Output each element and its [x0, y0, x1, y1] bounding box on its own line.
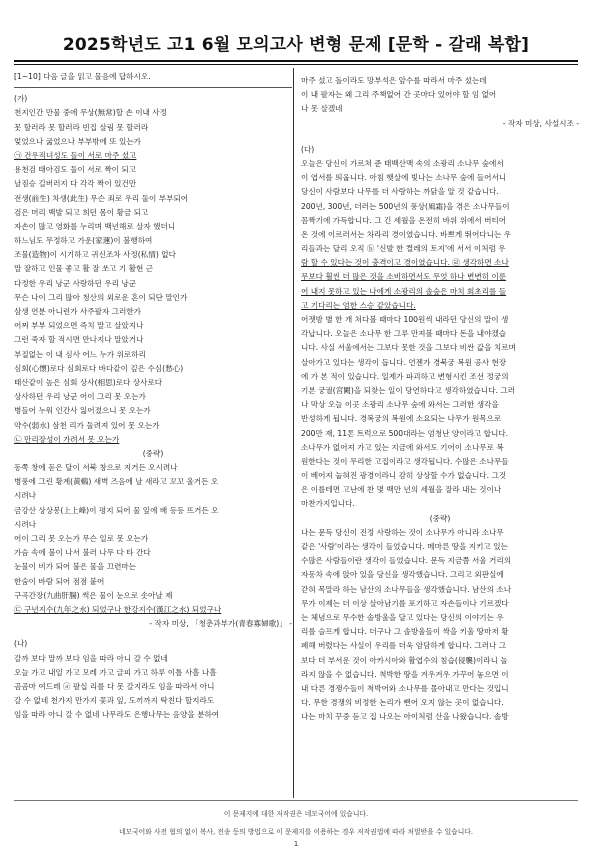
da1-line: 원한다는 것이 무리한 고집이라고 생각됩니다. 수많은 소나무들 [301, 456, 509, 466]
poem-ga-part1 [14, 106, 292, 447]
poem-na [14, 652, 292, 723]
ga1-line: 태산같이 높은 심회 상사(相思)로다 상사로다 [14, 377, 163, 387]
da1-line: 에 가 본 적이 있습니다. 일제가 파괴하고 변형시킨 조선 정궁의 [301, 371, 509, 381]
instruction-text: [1~10] 다음 글을 읽고 물음에 답하시오. [14, 72, 151, 81]
da1-line: 어젯밤 별 한 개 쳐다볼 때마다 100원씩 내라던 당신의 말이 생 [301, 315, 509, 324]
da2-line: 나는 문득 당신이 진정 사랑하는 것이 소나무가 아니라 소나무 [301, 527, 504, 537]
section-label-da: (다) [301, 144, 315, 154]
ga1-line: 용천검 태아검도 둘이 서로 짝이 되고 [14, 165, 137, 175]
ga1-line: 말 잘하고 인물 좋고 활 잘 쏘고 기 활현 근 [14, 264, 154, 274]
da2-line: 내 다른 경쟁수들이 척박어와 소나무를 몰아내고 만다는 것입니 [301, 683, 509, 693]
ga1-line: ㉠ 건우직녀성도 들이 서로 마주 섰고 [14, 150, 137, 160]
ga2-line: 동쪽 창에 돋은 달이 서북 창으로 지거든 오시려나 [14, 463, 178, 473]
da1-line: 당신이 사람보다 나무를 더 사랑하는 까닭을 알 것 같습니다. [301, 187, 499, 197]
ga1-line: 심회(心懷)로다 심회로다 바다같이 깊은 수심(愁心) [14, 363, 184, 373]
da1-line: 은 이를테면 고난에 찬 몇 백만 년의 세월을 잘라 내는 것이나 [301, 485, 502, 495]
na-line: 곰곰마 여드레 ⓐ 팔십 리를 다 못 갈지라도 임을 따라서 아니 [14, 681, 215, 691]
ga1-line: ㉡ 만리장성이 가려서 못 오는가 [14, 434, 120, 444]
da2-line: 갇혀 목말라 하는 남산의 소나무들을 생각했습니다. 남산의 소나 [301, 584, 512, 594]
da2-line: 다. 무한 경쟁의 비정한 논리가 뻔어 오지 않는 곳이 없습니다. [301, 698, 504, 708]
ga1-line: 조물(造物)이 시기하고 귀신조차 사정(私情) 없다 [14, 250, 176, 260]
section-label-na: (나) [14, 639, 28, 649]
page-title: 2025학년도 고1 6월 모의고사 변형 문제 [문학 - 갈래 복합] [62, 35, 530, 55]
da2-line: 폐해 버렸다는 사실이 우리를 더욱 암담하게 합니다. 그러나 그 [301, 641, 507, 651]
section-label-ga: (가) [14, 94, 28, 104]
poem-na-continued [301, 74, 579, 117]
da1-line: 오늘은 당신이 가르쳐 준 태백산맥 속의 소광리 소나무 숲에서 [301, 158, 504, 168]
ga1-line: 날짐승 길버러지 다 각각 짝이 있건만 [14, 179, 137, 189]
da2-line: 같은 '사람'이라는 생각이 들었습니다. 메마른 땅을 지키고 있는 [301, 542, 508, 551]
da1-line: 이 베어져 눕혀진 광경이라니 감히 상상할 수가 없습니다. 그것 [301, 471, 507, 481]
da2-line: 는 체념으로 무수한 솔방울을 달고 있다는 당신의 이야기는 우 [301, 612, 504, 622]
copyright-warning: 네모국어와 사전 협의 없이 복사, 전송 등의 방법으로 이 문제지를 이용하는 경우 저작권법에 따라 처벌받을 수 있습니다. [118, 828, 474, 836]
ga2-line: 한숨이 바람 되어 점점 붙어 [14, 576, 105, 586]
ga1-line: 하느님도 무정하고 가운(家運)이 불행하여 [14, 236, 153, 246]
da1-line: 반성하게 됩니다. 경복궁의 복원에 소요되는 나무가 원목으로 [301, 414, 502, 424]
da2-line: 자동차 속에 앉아 있을 당신을 생각했습니다. 그리고 외판실에 [301, 570, 504, 580]
right-column [301, 74, 579, 724]
da1-line: 살아가고 있다는 생각이 듭니다. 언젠가 경북궁 복원 공사 현장 [301, 357, 507, 367]
ga2-line: 가슴 속에 불이 나서 불러 나무 다 타 간다 [14, 548, 151, 558]
da2-line: 리를 슬프게 합니다. 더구나 그 솔방울들이 싹을 키울 땅마저 황 [301, 627, 509, 637]
ga1-line: 무슨 나이 그리 많아 청산의 외로운 혼이 되단 말인가 [14, 292, 188, 302]
da1-line: 어 내지 못하고 있는 나에게 소광리의 솔숲은 마치 회초리를 들 [301, 286, 507, 296]
da1-line: 이 엽서를 띄웁니다. 아침 햇살에 빛나는 소나무 숲에 들어서니 [301, 173, 507, 183]
ga2-line: ㉢ 구년지수(九年之水) 되었구나 한강지수(漢江之水) 되었구나 [14, 604, 222, 614]
da1-line: 고 기다리는 엄한 스승 같았습니다. [301, 300, 416, 310]
ga1-line: 엊었으나 굶었으나 부부밖에 또 있는가 [14, 136, 142, 146]
title-rule-thick [14, 60, 578, 62]
da1-line: 각납니다. 오늘은 소나무 한 그루 만져볼 때마다 돈을 내야겠습 [301, 329, 507, 339]
ga1-line: 천지인간 만물 중에 무상(無常)할 손 이내 사정 [14, 108, 167, 118]
ga1-line: 어찌 부부 되었으면 즉치 말고 살았지나 [14, 321, 144, 331]
da1-line: 온 것에 이르러서는 차라리 경이였습니다. 바쁘게 뛰어다니는 우 [301, 229, 512, 239]
da2-line: 보다 더 부서운 것이 아카시아와 활엽수의 침습(侵襲)이라니 놀 [301, 655, 508, 665]
poem-ga-part2 [14, 461, 292, 617]
da1-line: 소나무가 없어져 가고 있는 지금에 와서도 기어이 소나무로 복 [301, 442, 504, 452]
footer-rule [14, 800, 578, 801]
instruction-divider [14, 87, 292, 88]
ga1-line: 전생(前生) 차생(此生) 무슨 죄로 우리 둘이 부부되어 [14, 193, 189, 203]
na-line: 오늘 가고 내일 가고 모레 가고 글피 가고 하루 이틀 사흘 나흘 [14, 667, 217, 677]
ga2-line: 구곡간장(九曲肝腸) 썩은 물이 눈으로 솟아날 제 [14, 590, 173, 600]
ga2-line: 눈물이 비가 되어 불은 물을 끄련마는 [14, 562, 137, 572]
da1-line: 기본 궁궐(宮闕)을 되찾는 일이 당연하다고 생각하였습니다. 그러 [301, 385, 516, 395]
ga2-line: 금강산 상상봉(上上峰)이 평지 되어 물 잎에 배 등등 뜨거든 오 [14, 505, 219, 515]
ga1-line: 병들어 누워 인간사 잃어졌으니 못 오는가 [14, 406, 151, 416]
da1-line: 200년, 300년, 더러는 500년의 풍상(風霜)을 겪은 소나무들이 [301, 201, 510, 211]
page-number: 1 [293, 840, 299, 848]
column-divider [293, 68, 294, 798]
ga1-line: 자손이 많고 영화를 누리며 백년해로 살자 했더니 [14, 221, 176, 231]
omission-mark-da: (중략) [429, 513, 451, 523]
ga1-line: 상사하던 우리 낭군 어이 그리 못 오는가 [14, 392, 146, 402]
ga1-line: 못 할러라 못 할러라 빈집 살림 못 할러라 [14, 122, 149, 132]
ga2-line: 병풍에 그린 황계(黃鷄) 새벽 즈음에 날 새라고 꼬꼬 울거든 오 [14, 477, 219, 487]
da2-line: 라지 않을 수 없습니다. 척박한 땅을 겨우겨우 가꾸어 놓으면 이 [301, 669, 509, 679]
na2-line: 마주 섰고 돌이라도 망부석은 앞수를 따라서 마주 섰는데 [301, 76, 487, 85]
ga2-line: 어이 그리 못 오는가 무슨 일로 못 오는가 [14, 534, 149, 543]
da1-line: 무보다 훨씬 더 많은 것을 소비하면서도 무엇 하나 변변히 이룬 [301, 272, 507, 282]
essay-da-part1 [301, 157, 579, 512]
da1-line: 200만 재, 11톤 트럭으로 500대라는 엄청난 양이라고 합니다. [301, 428, 509, 438]
ga1-line: 다정한 우리 낭군 사랑하던 우리 낭군 [14, 278, 137, 288]
da1-line: 꼼짝기에 가득합니다. 그 긴 세월을 온전히 바위 위에서 버티어 [301, 215, 507, 225]
ga2-line: 시려나 [14, 491, 37, 501]
essay-da-part2 [301, 526, 579, 725]
da1-line: 마찬가지입니다. [301, 499, 355, 509]
title-rule-thin [14, 64, 578, 65]
omission-mark: (중략) [142, 448, 164, 458]
da1-line: 람 할 수 있다는 것이 충격이고 경이였습니다. ㉣ 생각하면 소나 [301, 258, 509, 268]
da1-line: 니다. 사실 서울에서는 그보다 못한 것을 그보다 비싼 값을 치르며 [301, 343, 516, 353]
left-column [14, 70, 292, 722]
na-line: 갈까 보다 말까 보다 임을 따라 아니 갈 수 없네 [14, 653, 168, 663]
ga2-line: 시려나 [14, 519, 37, 529]
da2-line: 무가 이제는 더 이상 살아남기를 포기하고 자손들이나 기르겠다 [301, 598, 509, 608]
da2-line: 수많은 사람들이란 생각이 들었습니다. 문득 지금쯤 서울 거리의 [301, 556, 512, 566]
na-line: 임을 따라 아니 갈 수 없네 나무라도 은행나무는 음양을 분하여 [14, 710, 220, 720]
ga1-line: 부질없는 이 내 심사 어느 누가 위로하리 [14, 349, 146, 359]
ga1-line: 검은 머리 백발 되고 희던 몸이 황금 되고 [14, 207, 149, 217]
attribution-ga: - 작자 미상, 「청춘과부가(青春寡婦歌)」 - [149, 619, 292, 629]
copyright-notice: 이 문제지에 대한 저작권은 네모국어에 있습니다. [223, 810, 369, 818]
da2-line: 나는 마치 꾸중 듣고 집 나오는 아이처럼 산을 나왔습니다. 솔방 [301, 712, 509, 722]
da1-line: 리들과는 달리 오직 ⓑ '신발 한 켤레의 토지'에 서서 이처럼 우 [301, 244, 506, 254]
ga1-line: 삼생 연분 아니런가 사주팔자 그러한가 [14, 307, 142, 316]
da1-line: 나 막상 오늘 이곳 소광리 소나무 숲에 와서는 그러한 생각을 [301, 400, 499, 410]
ga1-line: 그런 죽자 할 적시면 만나지나 말았거나 [14, 335, 144, 345]
ga1-line: 약수(弱水) 삼천 리가 둘려져 있어 못 오는가 [14, 420, 160, 430]
na2-line: 나 못 살겠네 [301, 104, 343, 114]
attribution-na: - 작자 미상, 사설시조 - [502, 118, 579, 128]
na-line: 갈 수 없네 천가지 만가지 꽃과 잎, 도끼까지 탁친다 할지라도 [14, 696, 215, 706]
na2-line: 이 내 팔자는 왜 그리 주책없어 간 곳마다 있어야 할 임 없어 [301, 90, 497, 100]
